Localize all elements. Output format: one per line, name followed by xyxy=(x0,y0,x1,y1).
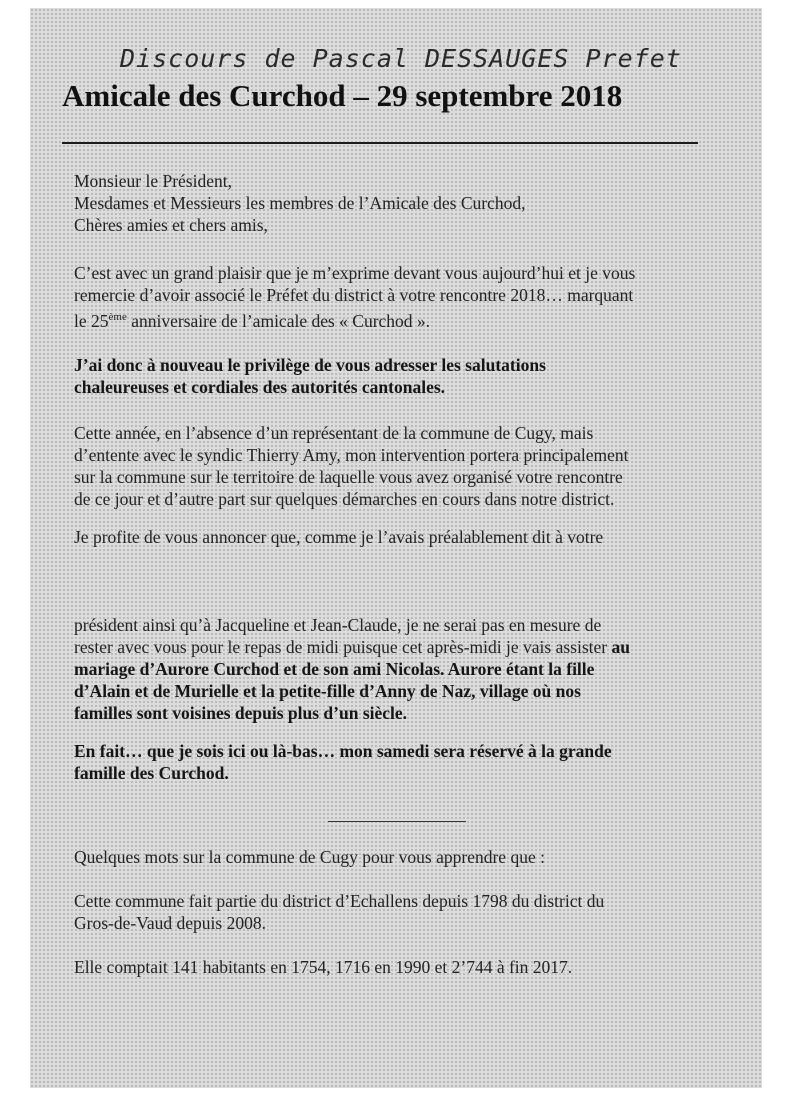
section-divider xyxy=(328,821,466,822)
text-line xyxy=(74,636,630,658)
text-line: Cette année, en l’absence d’un représentant de la commune de Cugy, mais xyxy=(74,423,594,443)
document-title: Amicale des Curchod – 29 septembre 2018 xyxy=(62,78,623,113)
salutation-line: Mesdames et Messieurs les membres de l’Amicale des Curchod, xyxy=(74,193,526,213)
text-fragment: anniversaire de l’amicale des « Curchod ». xyxy=(126,310,431,331)
text-line: mariage d’Aurore Curchod et de son ami Nicolas. Aurore étant la fille xyxy=(74,659,595,679)
text-line: Je profite de vous annoncer que, comme je l’avais préalablement dit à votre xyxy=(74,527,604,547)
text-line: C’est avec un grand plaisir que je m’exprime devant vous aujourd’hui et je vous xyxy=(74,263,636,283)
text-line: J’ai donc à nouveau le privilège de vous adresser les salutations xyxy=(74,355,546,375)
text-line: d’entente avec le syndic Thierry Amy, mon intervention portera principalement xyxy=(74,445,629,465)
paragraph-cugy-intro xyxy=(74,846,545,868)
paragraph-saturday xyxy=(74,740,612,784)
text-line xyxy=(74,306,635,332)
text-line: En fait… que je sois ici ou là-bas… mon samedi sera réservé à la grande xyxy=(74,741,612,761)
text-line: Cette commune fait partie du district d’Echallens depuis 1798 du district du xyxy=(74,891,605,911)
text-fragment: rester avec vous pour le repas de midi puisque cet après-midi je vais assister xyxy=(74,637,612,657)
paragraph-cugy-district xyxy=(74,890,604,934)
salutation-line: Monsieur le Président, xyxy=(74,171,232,191)
text-line: familles sont voisines depuis plus d’un siècle. xyxy=(74,703,408,723)
text-line: Gros-de-Vaud depuis 2008. xyxy=(74,913,266,933)
text-line: remercie d’avoir associé le Préfet du district à votre rencontre 2018… marquant xyxy=(74,285,634,305)
text-line: sur la commune sur le territoire de laquelle vous avez organisé votre rencontre xyxy=(74,467,623,487)
paragraph-wedding xyxy=(74,614,630,724)
paragraph-salutations xyxy=(74,354,546,398)
paragraph-announcement xyxy=(74,526,603,548)
ordinal-suffix: ème xyxy=(108,311,127,323)
paragraph-introduction xyxy=(74,262,635,332)
ordinal-number: le 25 xyxy=(74,310,109,331)
text-line: Quelques mots sur la commune de Cugy pour vous apprendre que : xyxy=(74,847,545,867)
text-fragment-bold: au xyxy=(611,637,630,657)
salutation-line: Chères amies et chers amis, xyxy=(74,215,268,235)
title-underline xyxy=(62,142,698,144)
text-line: de ce jour et d’autre part sur quelques démarches en cours dans notre district. xyxy=(74,489,615,509)
text-line: d’Alain et de Murielle et la petite-fille d’Anny de Naz, village où nos xyxy=(74,681,581,701)
paragraph-cugy-population xyxy=(74,956,572,978)
text-line: famille des Curchod. xyxy=(74,763,229,783)
paragraph-intervention xyxy=(74,422,628,510)
text-line: Elle comptait 141 habitants en 1754, 1716 en 1990 et 2’744 à fin 2017. xyxy=(74,957,573,977)
salutation xyxy=(74,170,525,236)
text-line: président ainsi qu’à Jacqueline et Jean-Claude, je ne serai pas en mesure de xyxy=(74,615,602,635)
text-line: chaleureuses et cordiales des autorités cantonales. xyxy=(74,377,446,397)
handwritten-note: Discours de Pascal DESSAUGES Prefet xyxy=(120,44,682,73)
